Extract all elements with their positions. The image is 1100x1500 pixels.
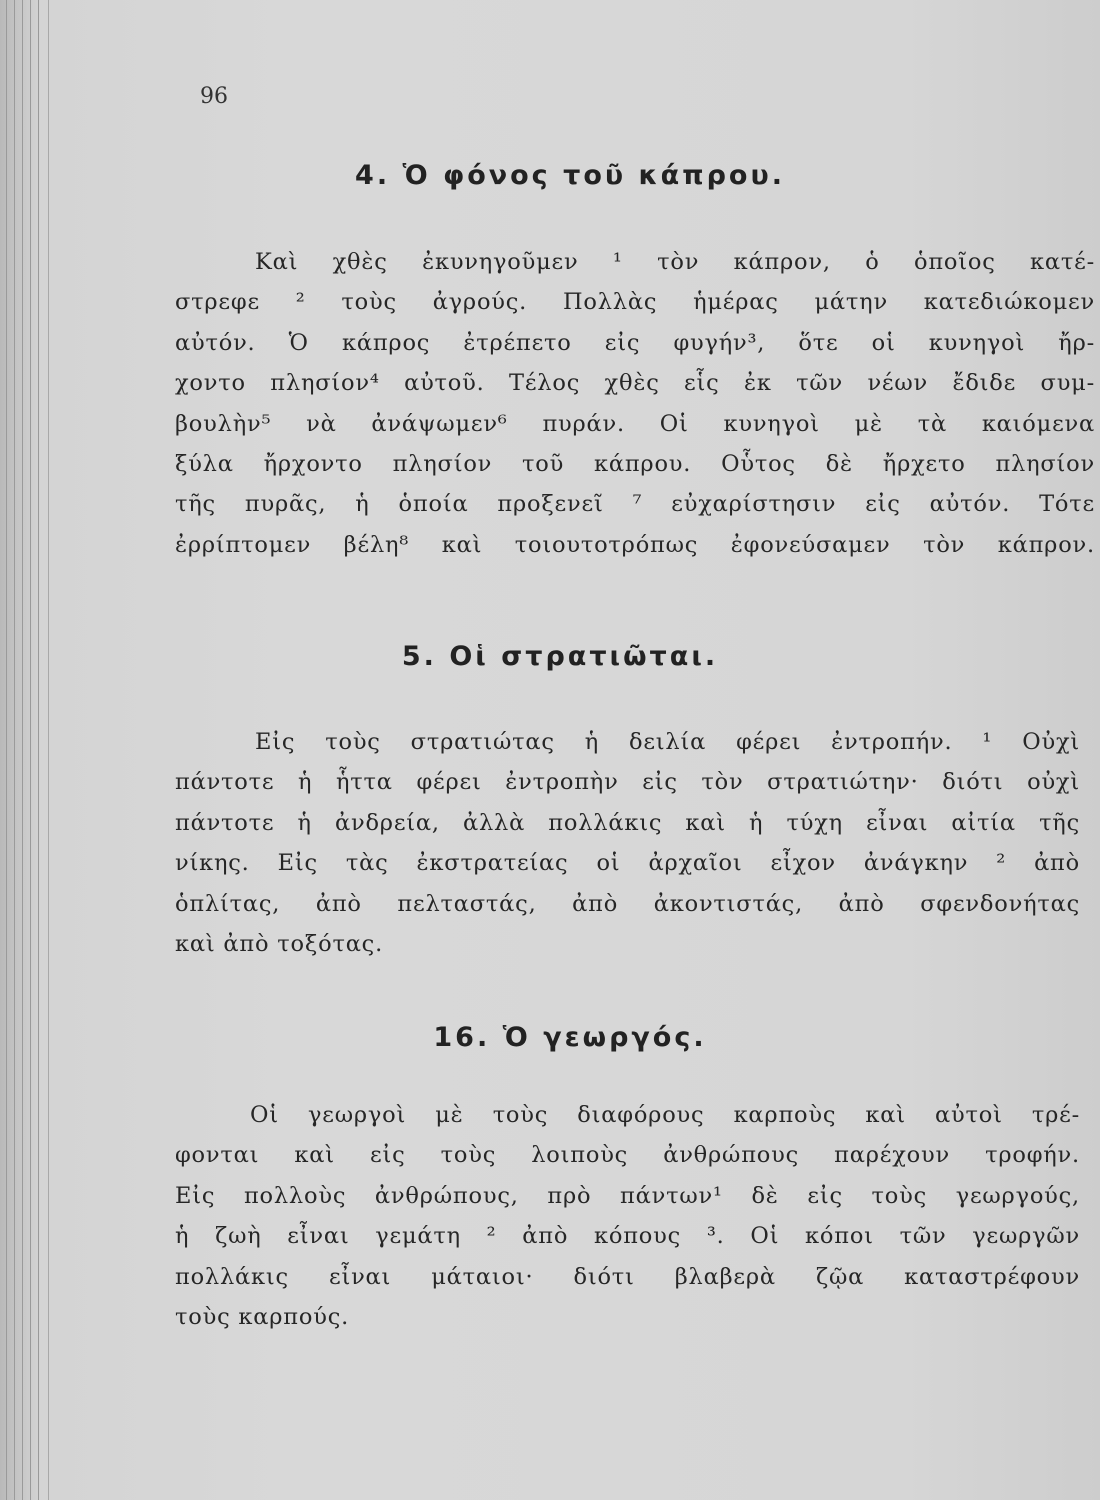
section-heading-16: 16. Ὁ γεωργός. — [433, 1022, 707, 1053]
text-line: Οἱ γεωργοὶ μὲ τοὺς διαφόρους καρποὺς καὶ αὐτοὶ τρέ- — [250, 1102, 1080, 1128]
text-line: βουλὴν⁵ νὰ ἀνάψωμεν⁶ πυράν. Οἱ κυνηγοὶ μὲ τὰ καιόμενα — [175, 410, 1095, 437]
text-line: νίκης. Εἰς τὰς ἐκστρατείας οἱ ἀρχαῖοι εἶχον ἀνάγκην ² ἀπὸ — [175, 850, 1080, 877]
text-line: Καὶ χθὲς ἐκυνηγοῦμεν ¹ τὸν κάπρον, ὁ ὁποῖος κατέ- — [255, 249, 1095, 275]
text-line: χοντο πλησίον⁴ αὐτοῦ. Τέλος χθὲς εἷς ἐκ τῶν νέων ἔδιδε συμ- — [175, 370, 1095, 397]
binding-edge — [0, 0, 49, 1500]
section-body-5 — [175, 722, 1080, 964]
text-line: φονται καὶ εἰς τοὺς λοιποὺς ἀνθρώπους παρέχουν τροφήν. — [175, 1142, 1080, 1169]
text-line: στρεφε ² τοὺς ἀγρούς. Πολλὰς ἡμέρας μάτην κατεδιώκομεν — [175, 289, 1095, 316]
text-line: ἐρρίπτομεν βέλη⁸ καὶ τοιουτοτρόπως ἐφονεύσαμεν τὸν κάπρον. — [175, 531, 1095, 558]
section-body-16 — [175, 1095, 1080, 1337]
text-line: ἡ ζωὴ εἶναι γεμάτη ² ἀπὸ κόπους ³. Οἱ κόποι τῶν γεωργῶν — [175, 1223, 1080, 1250]
text-line: πολλάκις εἶναι μάταιοι· διότι βλαβερὰ ζῷα καταστρέφουν — [175, 1263, 1080, 1290]
page-number: 96 — [200, 84, 228, 109]
text-line: πάντοτε ἡ ἀνδρεία, ἀλλὰ πολλάκις καὶ ἡ τύχη εἶναι αἰτία τῆς — [175, 809, 1080, 836]
section-body-4 — [175, 242, 1095, 565]
text-line: ξύλα ἤρχοντο πλησίον τοῦ κάπρου. Οὗτος δὲ ἤρχετο πλησίον — [175, 451, 1095, 478]
text-line: αὐτόν. Ὁ κάπρος ἐτρέπετο εἰς φυγήν³, ὅτε οἱ κυνηγοὶ ἤρ- — [175, 329, 1095, 356]
text-line: Εἰς πολλοὺς ἀνθρώπους, πρὸ πάντων¹ δὲ εἰς τοὺς γεωργούς, — [175, 1182, 1080, 1209]
text-line: τῆς πυρᾶς, ἡ ὁποία προξενεῖ ⁷ εὐχαρίστησιν εἰς αὐτόν. Τότε — [175, 491, 1095, 518]
section-heading-4: 4. Ὁ φόνος τοῦ κάπρου. — [355, 160, 785, 191]
text-line: Εἰς τοὺς στρατιώτας ἡ δειλία φέρει ἐντροπήν. ¹ Οὐχὶ — [255, 729, 1080, 755]
section-heading-5: 5. Οἱ στρατιῶται. — [401, 641, 719, 672]
text-line: πάντοτε ἡ ἧττα φέρει ἐντροπὴν εἰς τὸν στρατιώτην· διότι οὐχὶ — [175, 769, 1080, 796]
text-line: τοὺς καρπούς. — [175, 1304, 350, 1331]
text-line: καὶ ἀπὸ τοξότας. — [175, 931, 384, 958]
text-line: ὁπλίτας, ἀπὸ πελταστάς, ἀπὸ ἀκοντιστάς, ἀπὸ σφενδονήτας — [175, 890, 1080, 917]
